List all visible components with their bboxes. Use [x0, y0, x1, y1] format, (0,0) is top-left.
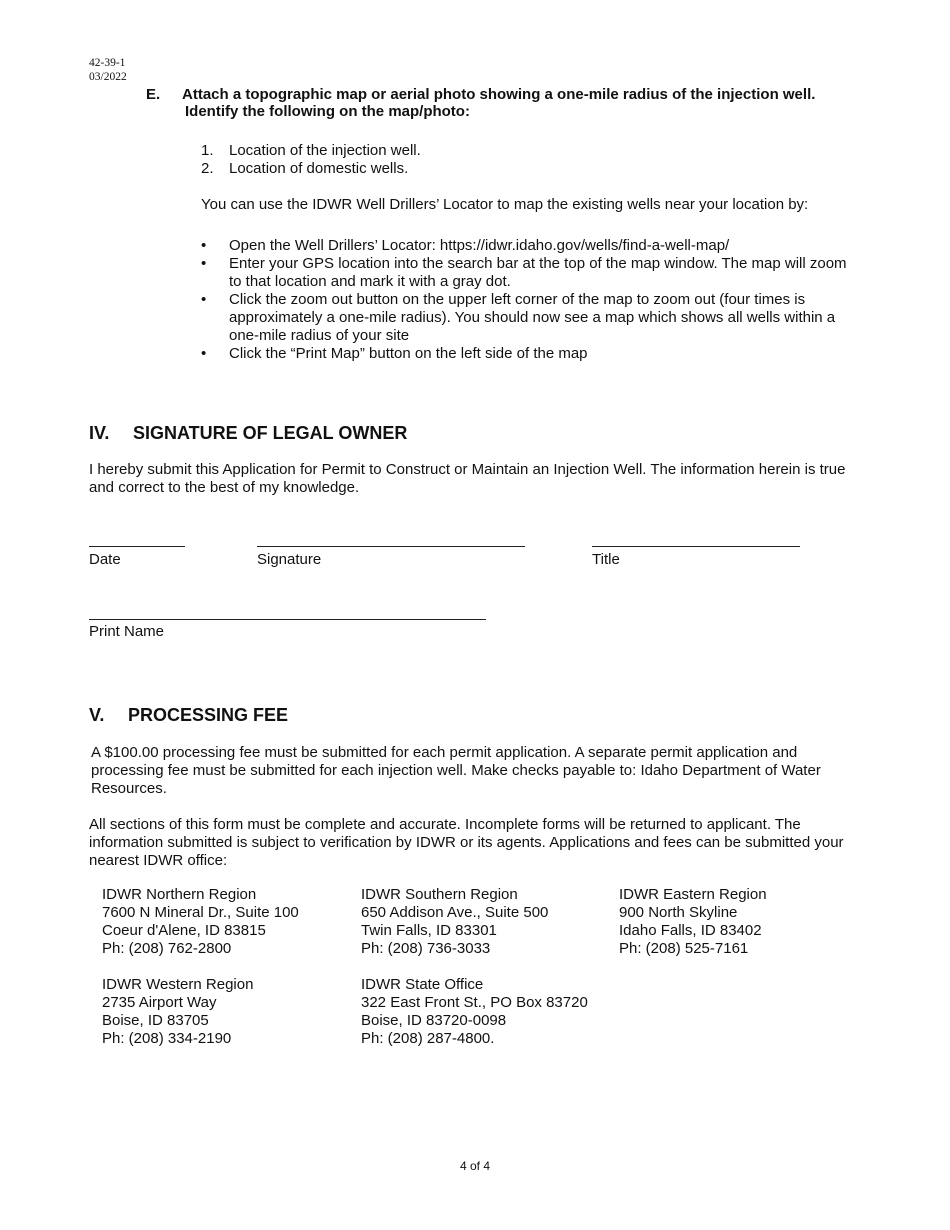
print-name-label: Print Name	[89, 623, 165, 640]
office-street: 7600 N Mineral Dr., Suite 100	[102, 904, 299, 921]
bullet-list	[201, 237, 861, 363]
office-western	[102, 976, 253, 1048]
office-northern	[102, 886, 299, 958]
section-e-line1: Attach a topographic map or aerial photo showing a one-mile radius of the injection well.	[182, 86, 816, 103]
bullet-text: Open the Well Drillers’ Locator: https://idwr.idaho.gov/wells/find-a-well-map/	[229, 237, 730, 254]
section-iv-title: SIGNATURE OF LEGAL OWNER	[133, 423, 408, 443]
locator-intro: You can use the IDWR Well Drillers’ Locator to map the existing wells near your location by:	[201, 196, 809, 213]
office-street: 322 East Front St., PO Box 83720	[361, 994, 588, 1011]
bullet-icon: •	[201, 291, 207, 308]
form-number: 42-39-1	[89, 57, 126, 69]
office-phone: Ph: (208) 762-2800	[102, 940, 232, 957]
fee-paragraph: A $100.00 processing fee must be submitted for each permit application. A separate permit application and processing fee must be submitted for each injection well. Make checks payable to: Idaho Department of Water Resources.	[91, 744, 821, 797]
office-eastern	[619, 886, 767, 958]
bullet-text: Click the “Print Map” button on the left side of the map	[229, 345, 588, 362]
sections-paragraph: All sections of this form must be complete and accurate. Incomplete forms will be returned to applicant. The information submitted is subject to verification by IDWR or its agents. Applications and fees can be submitted your nearest IDWR office:	[89, 816, 844, 869]
section-iv-heading	[89, 423, 407, 444]
office-phone: Ph: (208) 736-3033	[361, 940, 491, 957]
form-date: 03/2022	[89, 71, 127, 83]
section-e-line2: Identify the following on the map/photo:	[185, 103, 470, 120]
office-name: IDWR Eastern Region	[619, 886, 767, 903]
bullet-item	[201, 291, 861, 345]
date-label: Date	[89, 551, 121, 568]
office-phone: Ph: (208) 287-4800.	[361, 1030, 495, 1047]
office-name: IDWR Southern Region	[361, 886, 518, 903]
section-v-title: PROCESSING FEE	[128, 705, 289, 725]
numbered-list	[201, 142, 421, 178]
office-phone: Ph: (208) 334-2190	[102, 1030, 232, 1047]
office-street: 900 North Skyline	[619, 904, 738, 921]
office-name: IDWR Western Region	[102, 976, 254, 993]
date-line[interactable]	[89, 546, 185, 547]
form-identifier	[89, 56, 127, 84]
list-number: 1.	[201, 142, 214, 159]
bullet-icon: •	[201, 255, 207, 272]
office-state	[361, 976, 588, 1048]
section-e-heading	[182, 86, 872, 120]
list-item	[201, 142, 421, 160]
section-v-heading	[89, 705, 288, 726]
section-e-letter: E.	[146, 86, 161, 103]
bullet-icon: •	[201, 237, 207, 254]
bullet-icon: •	[201, 345, 207, 362]
office-phone: Ph: (208) 525-7161	[619, 940, 749, 957]
bullet-item	[201, 345, 861, 363]
page-number: 4 of 4	[459, 1159, 491, 1173]
section-iv-number: IV.	[89, 423, 110, 443]
list-item	[201, 160, 421, 178]
title-label: Title	[592, 551, 620, 568]
office-name: IDWR State Office	[361, 976, 484, 993]
office-street: 650 Addison Ave., Suite 500	[361, 904, 549, 921]
office-name: IDWR Northern Region	[102, 886, 257, 903]
signature-label: Signature	[257, 551, 322, 568]
office-southern	[361, 886, 548, 958]
office-street: 2735 Airport Way	[102, 994, 217, 1011]
signature-line[interactable]	[257, 546, 525, 547]
list-text: Location of domestic wells.	[229, 160, 409, 177]
bullet-item	[201, 237, 861, 255]
bullet-text: Click the zoom out button on the upper left corner of the map to zoom out (four times is approximately a one-mile radius). You should now see a map which shows all wells within a one-mile radius of your site	[229, 291, 836, 344]
office-city: Coeur d'Alene, ID 83815	[102, 922, 266, 939]
list-text: Location of the injection well.	[229, 142, 421, 159]
list-number: 2.	[201, 160, 214, 177]
title-line[interactable]	[592, 546, 800, 547]
office-city: Boise, ID 83705	[102, 1012, 209, 1029]
office-city: Idaho Falls, ID 83402	[619, 922, 762, 939]
signature-statement: I hereby submit this Application for Permit to Construct or Maintain an Injection Well. The information herein is true and correct to the best of my knowledge.	[89, 461, 846, 496]
office-city: Twin Falls, ID 83301	[361, 922, 497, 939]
print-name-line[interactable]	[89, 619, 486, 620]
office-city: Boise, ID 83720-0098	[361, 1012, 507, 1029]
section-v-number: V.	[89, 705, 105, 725]
bullet-text: Enter your GPS location into the search bar at the top of the map window. The map will zoom to that location and mark it with a gray dot.	[229, 255, 847, 290]
bullet-item	[201, 255, 861, 291]
